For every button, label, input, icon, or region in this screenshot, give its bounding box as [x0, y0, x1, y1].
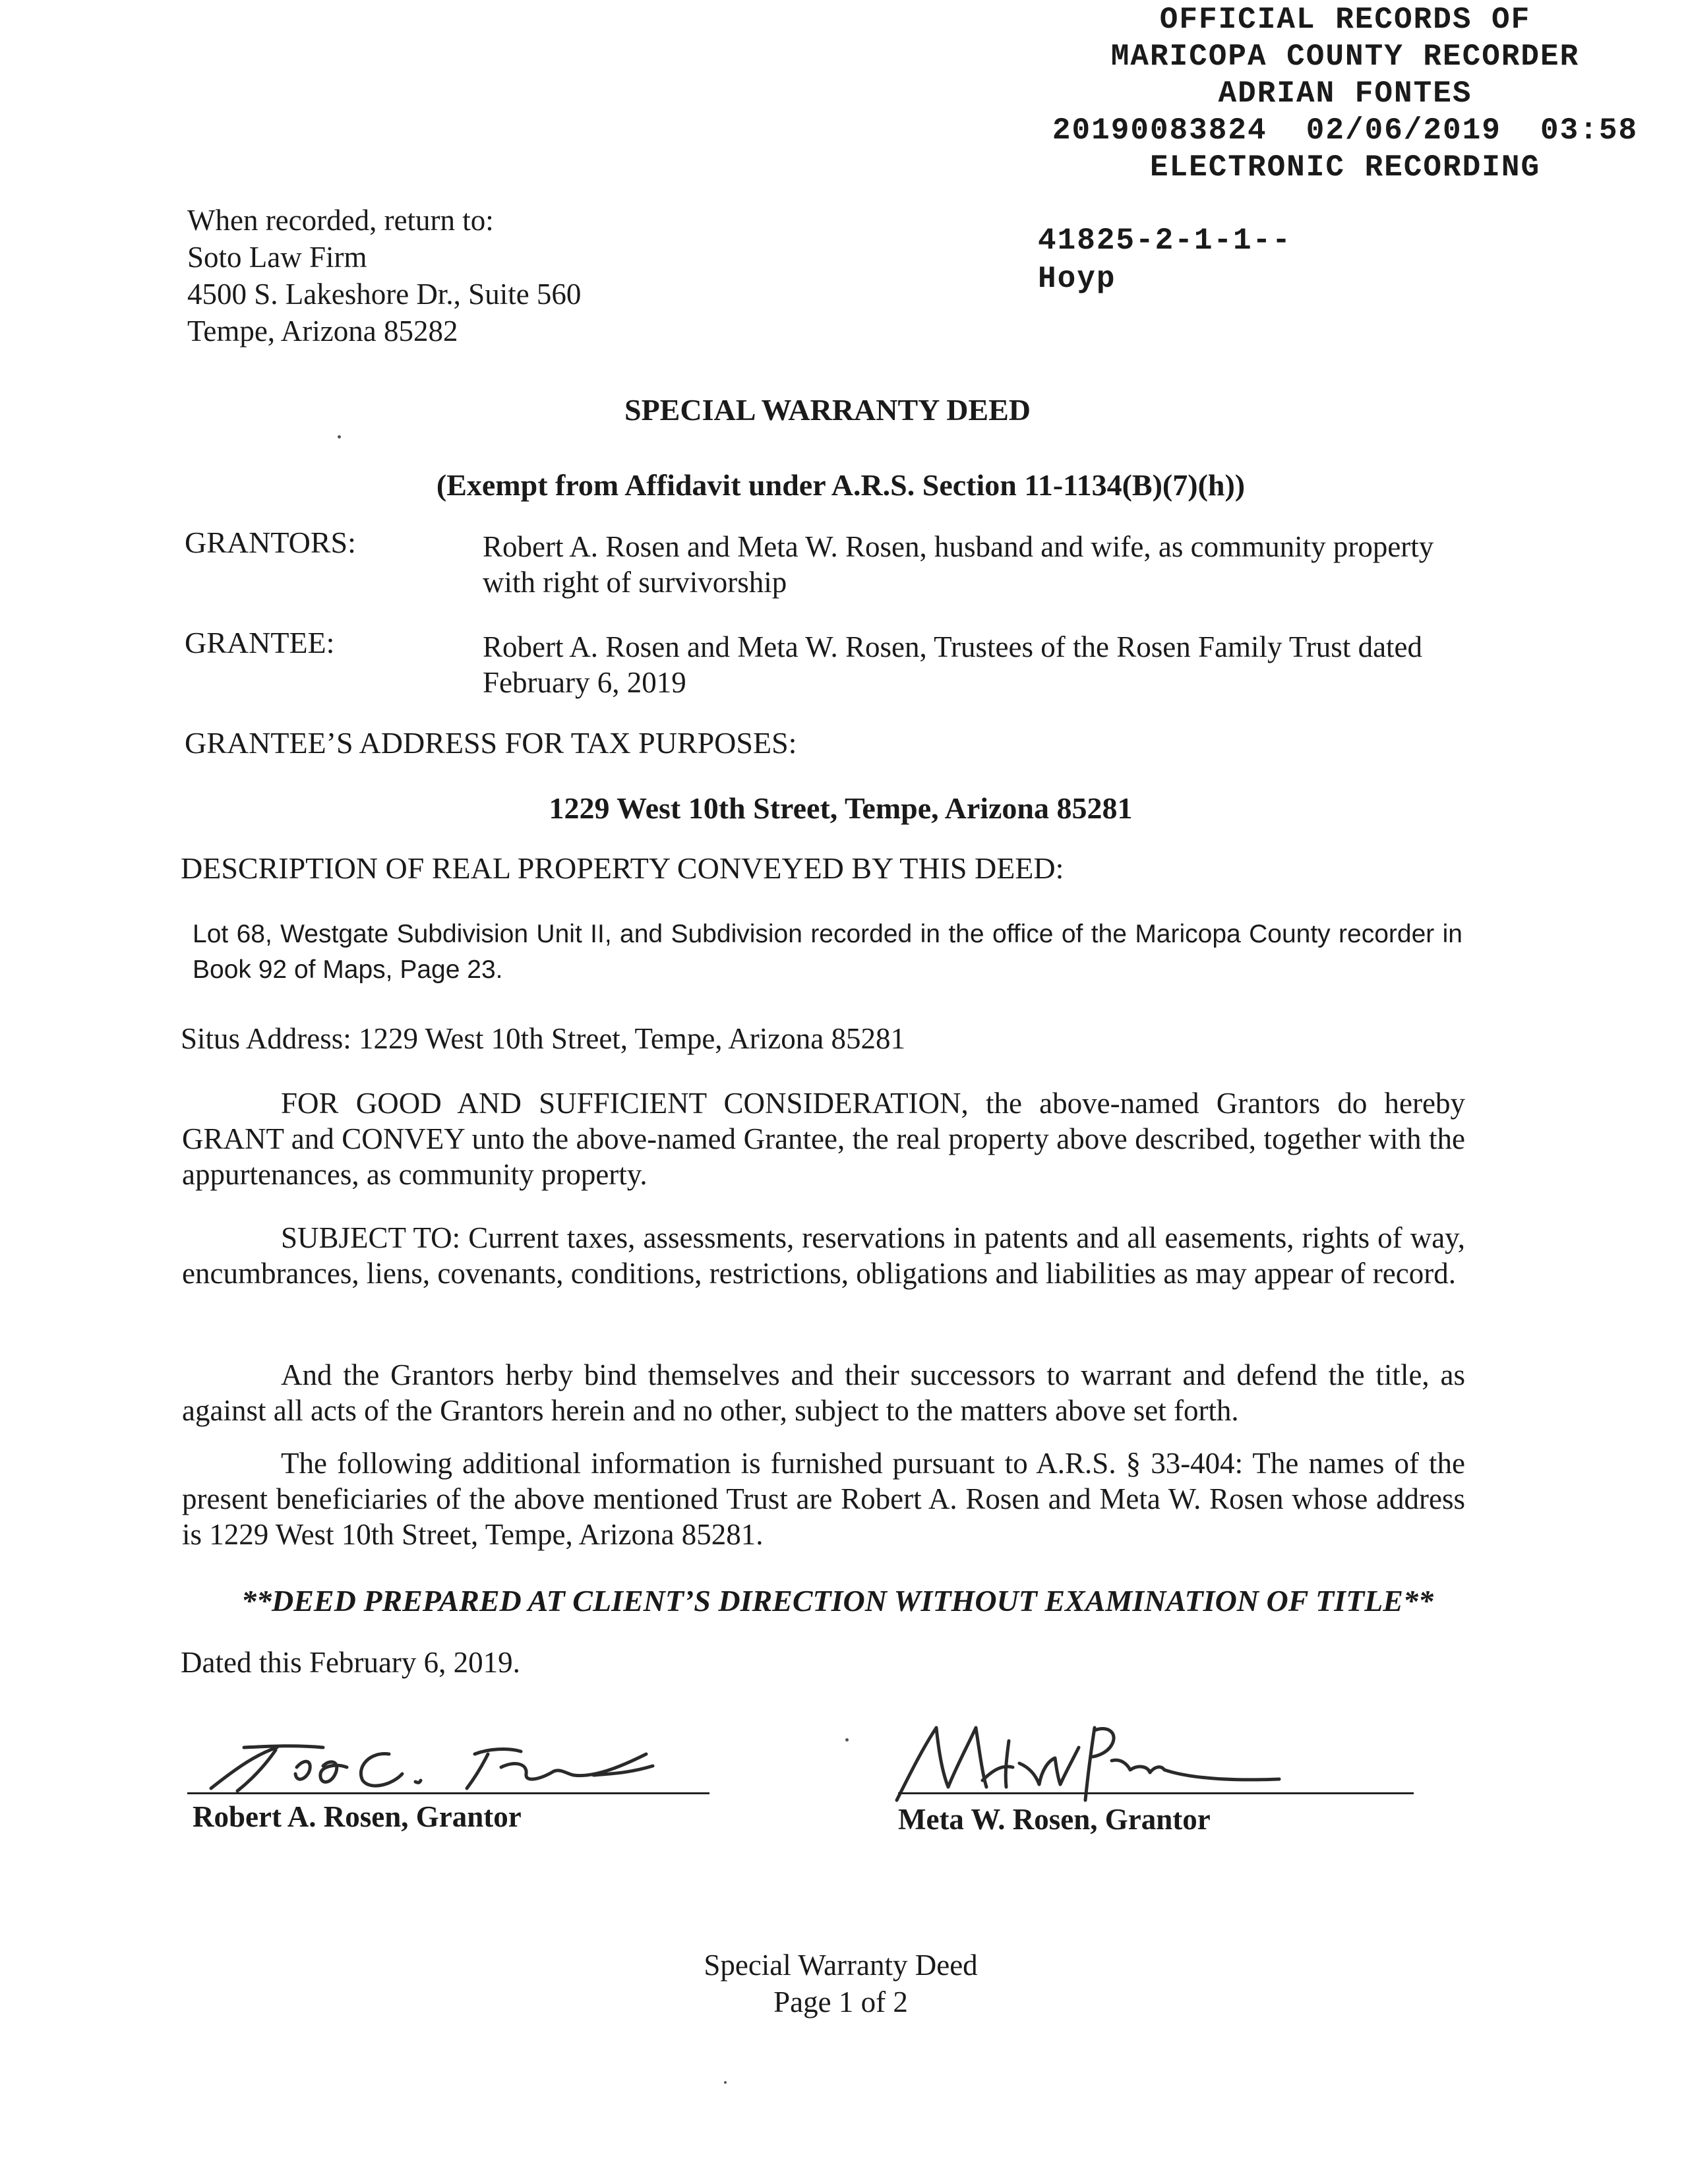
beneficiaries-paragraph: The following additional information is furnished pursuant to A.R.S. § 33-404: The names of the present beneficiaries of the above mentioned Trust are Robert A. Rosen and Meta W. Rosen whose address is 1229 West 10th Street, Tempe, Arizona 85281.	[182, 1447, 1465, 1551]
stamp-line-5: ELECTRONIC RECORDING	[1149, 150, 1541, 185]
meta-signature-line	[898, 1792, 1414, 1794]
meta-rosen-signature	[884, 1701, 1306, 1813]
meta-signature-name: Meta W. Rosen, Grantor	[898, 1803, 1211, 1836]
exemption-notice: (Exempt from Affidavit under A.R.S. Section 11-1134(B)(7)(h))	[436, 468, 1246, 502]
grantee-label: GRANTEE:	[185, 626, 335, 659]
stamp-line-1: OFFICIAL RECORDS OF	[1159, 3, 1531, 37]
return-to-heading: When recorded, return to:	[187, 204, 494, 237]
grantors-label: GRANTORS:	[185, 526, 356, 559]
property-description-label: DESCRIPTION OF REAL PROPERTY CONVEYED BY THIS DEED:	[181, 851, 1064, 885]
return-to-city: Tempe, Arizona 85282	[187, 315, 458, 348]
legal-description: Lot 68, Westgate Subdivision Unit II, and Subdivision recorded in the office of the Maricopa County recorder in Book 92 of Maps, Page 23.	[193, 920, 1462, 984]
stamp-line-3: ADRIAN FONTES	[1218, 76, 1472, 111]
footer-document-name: Special Warranty Deed	[704, 1949, 978, 1982]
tax-address-value: 1229 West 10th Street, Tempe, Arizona 85281	[549, 791, 1133, 825]
consideration-paragraph: FOR GOOD AND SUFFICIENT CONSIDERATION, the above-named Grantors do hereby GRANT and CONVEY unto the above-named Grantee, the real property above described, together with the appurtenances, as community property.	[182, 1087, 1465, 1191]
return-to-firm: Soto Law Firm	[187, 241, 367, 274]
robert-signature-line	[187, 1792, 709, 1794]
stamp-line-2: MARICOPA COUNTY RECORDER	[1110, 40, 1580, 74]
scan-speck	[338, 435, 341, 439]
return-to-street: 4500 S. Lakeshore Dr., Suite 560	[187, 278, 582, 311]
dated-line: Dated this February 6, 2019.	[181, 1646, 520, 1679]
scan-speck	[724, 2081, 727, 2084]
situs-address: Situs Address: 1229 West 10th Street, Tempe, Arizona 85281	[181, 1022, 905, 1055]
footer-page-number: Page 1 of 2	[773, 1986, 908, 2018]
recording-clerk: Hoyp	[1038, 262, 1116, 296]
warranty-paragraph: And the Grantors herby bind themselves and their successors to warrant and defend the title, as against all acts of the Grantors herein and no other, subject to the matters above set forth.	[182, 1358, 1465, 1427]
page-footer	[0, 1947, 1685, 2020]
recorder-stamp	[1029, 1, 1662, 186]
stamp-recording-number: 20190083824 02/06/2019 03:58	[1052, 113, 1639, 148]
grantors-value: Robert A. Rosen and Meta W. Rosen, husband and wife, as community property with right of survivorship	[483, 530, 1434, 599]
title-examination-notice: **DEED PREPARED AT CLIENT’S DIRECTION WITHOUT EXAMINATION OF TITLE**	[241, 1584, 1433, 1618]
subject-to-paragraph: SUBJECT TO: Current taxes, assessments, reservations in patents and all easements, rights of way, encumbrances, liens, covenants, conditions, restrictions, obligations and liabilities as may appear of record.	[182, 1221, 1465, 1290]
grantee-value: Robert A. Rosen and Meta W. Rosen, Trustees of the Rosen Family Trust dated February 6, 2019	[483, 630, 1423, 699]
document-title: SPECIAL WARRANTY DEED	[624, 393, 1031, 427]
tax-address-label: GRANTEE’S ADDRESS FOR TAX PURPOSES:	[185, 726, 797, 760]
robert-rosen-signature	[198, 1728, 712, 1800]
scan-speck	[845, 1738, 849, 1742]
return-to-block	[187, 202, 581, 349]
recording-code-block	[1038, 222, 1292, 298]
robert-signature-name: Robert A. Rosen, Grantor	[193, 1800, 522, 1833]
recording-code: 41825-2-1-1--	[1038, 224, 1292, 258]
